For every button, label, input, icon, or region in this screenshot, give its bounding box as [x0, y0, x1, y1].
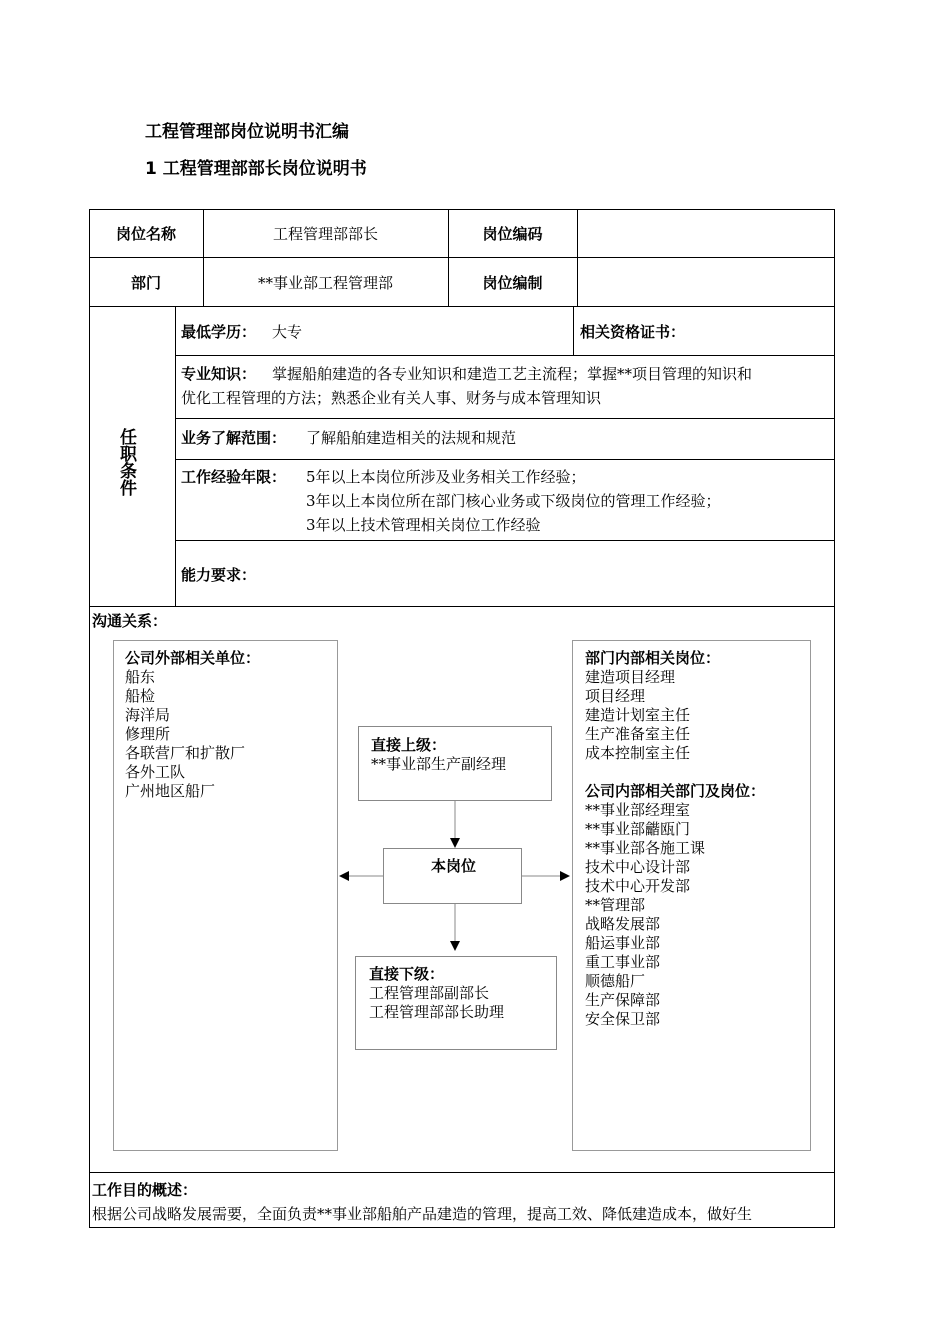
subordinate-item: 工程管理部部长助理 — [369, 1003, 505, 1021]
list-item: 船运事业部 — [585, 934, 661, 952]
internal-company-title: 公司内部相关部门及岗位： — [585, 782, 766, 800]
knowledge-label: 专业知识： — [181, 365, 257, 383]
internal-dept-title: 部门内部相关岗位： — [585, 649, 721, 667]
qualification-section-label-char: 件 — [120, 479, 137, 499]
experience-label: 工作经验年限： — [181, 468, 287, 486]
department-value: **事业部工程管理部 — [257, 274, 393, 292]
list-item: 各联营厂和扩散厂 — [125, 744, 246, 762]
ability-label: 能力要求： — [181, 566, 257, 584]
communication-label: 沟通关系： — [92, 612, 168, 630]
subordinate-item: 工程管理部副部长 — [369, 984, 490, 1002]
position-name-label: 岗位名称 — [115, 225, 176, 243]
list-item: **事业部龤瓯门 — [585, 820, 691, 838]
list-item: 战略发展部 — [585, 915, 661, 933]
knowledge-text-line: 掌握船舶建造的各专业知识和建造工艺主流程；掌握**项目管理的知识和 — [272, 365, 753, 383]
education-value: 大专 — [272, 323, 303, 341]
list-item: 修理所 — [125, 725, 171, 743]
position-name-value: 工程管理部部长 — [272, 225, 378, 243]
list-item: 成本控制室主任 — [585, 744, 691, 762]
external-units-title: 公司外部相关单位： — [125, 649, 261, 667]
knowledge-text-line: 优化工程管理的方法；熟悉企业有关人事、财务与成本管理知识 — [181, 389, 602, 407]
document-subtitle: 1 工程管理部部长岗位说明书 — [145, 159, 367, 179]
list-item: **事业部经理室 — [585, 801, 691, 819]
list-item: 建造项目经理 — [585, 668, 676, 686]
arrow-head-right — [560, 871, 570, 881]
department-label: 部门 — [130, 274, 161, 292]
qualification-section-label-char: 职 — [120, 445, 137, 465]
arrow-head-down — [450, 941, 460, 951]
certificate-label: 相关资格证书： — [580, 323, 686, 341]
list-item: 建造计划室主任 — [585, 706, 691, 724]
business-scope-value: 了解船舶建造相关的法规和规范 — [306, 429, 517, 447]
list-item: 项目经理 — [585, 687, 646, 705]
list-item: 重工事业部 — [585, 953, 661, 971]
purpose-label: 工作目的概述： — [92, 1181, 198, 1199]
current-position-title: 本岗位 — [430, 857, 476, 875]
position-code-label: 岗位编码 — [482, 225, 543, 243]
arrow-head-left — [339, 871, 349, 881]
list-item: 船检 — [125, 687, 156, 705]
list-item: **事业部各施工课 — [585, 839, 706, 857]
list-item: 顺德船厂 — [585, 972, 646, 990]
list-item: **管理部 — [585, 896, 646, 914]
business-scope-label: 业务了解范围： — [181, 429, 287, 447]
arrow-head-down — [450, 838, 460, 848]
qualification-section-label-char: 任 — [120, 428, 137, 448]
staffing-label: 岗位编制 — [482, 274, 543, 292]
list-item: 海洋局 — [125, 706, 171, 724]
subordinate-title: 直接下级： — [369, 965, 445, 983]
document-title: 工程管理部岗位说明书汇编 — [145, 122, 349, 142]
superior-item: **事业部生产副经理 — [371, 755, 507, 773]
purpose-text: 根据公司战略发展需要，全面负责**事业部船舶产品建造的管理，提高工效、降低建造成本，做好生 — [92, 1205, 753, 1223]
list-item: 各外工队 — [125, 763, 186, 781]
list-item: 船东 — [125, 668, 156, 686]
list-item: 技术中心开发部 — [585, 877, 691, 895]
list-item: 生产准备室主任 — [585, 725, 691, 743]
list-item: 技术中心设计部 — [585, 858, 691, 876]
superior-title: 直接上级： — [371, 736, 447, 754]
experience-line: 3年以上技术管理相关岗位工作经验 — [306, 516, 541, 534]
list-item: 广州地区船厂 — [125, 782, 216, 800]
experience-line: 5年以上本岗位所涉及业务相关工作经验； — [306, 468, 586, 486]
list-item: 生产保障部 — [585, 991, 661, 1009]
experience-line: 3年以上本岗位所在部门核心业务或下级岗位的管理工作经验； — [306, 492, 721, 510]
list-item: 安全保卫部 — [585, 1010, 661, 1028]
education-label: 最低学历： — [181, 323, 257, 341]
qualification-section-label-char: 条 — [120, 462, 137, 482]
